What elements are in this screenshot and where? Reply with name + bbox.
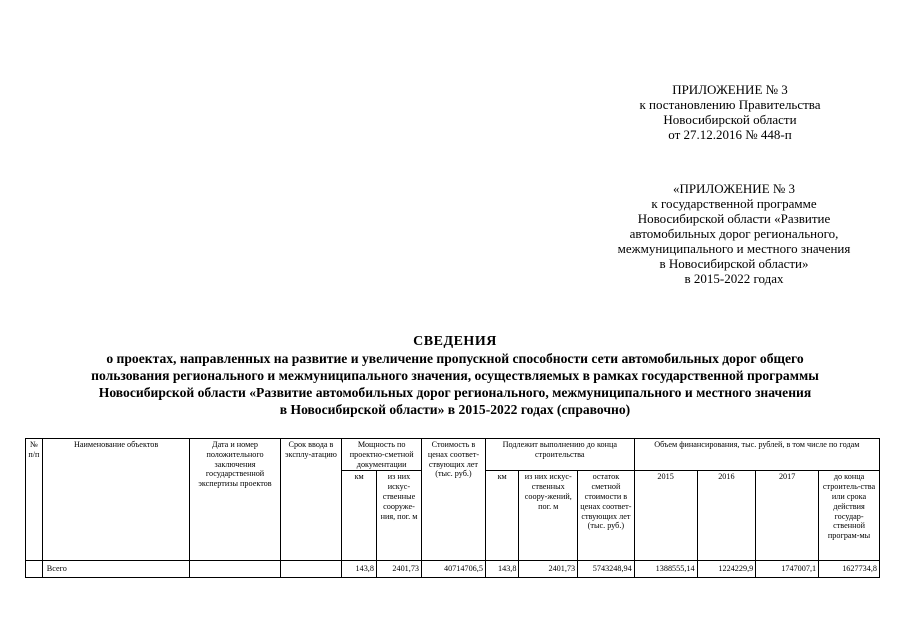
cell-km-remaining: 143,8	[485, 561, 519, 578]
projects-table	[25, 438, 880, 578]
table-row-total	[26, 561, 880, 578]
header-year-2017: 2017	[756, 471, 819, 561]
title-line: пользования регионального и межмуниципального значения, осуществляемых в рамках государственной программы	[91, 368, 819, 383]
cell-artificial: 2401,73	[376, 561, 421, 578]
cell-term	[280, 561, 342, 578]
header-until-end: до конца строитель-ства или срока действия государ-ственной програм-мы	[819, 471, 880, 561]
appendix-line: к государственной программе	[651, 196, 817, 211]
appendix-line: ПРИЛОЖЕНИЕ № 3	[672, 82, 788, 97]
header-remaining: Подлежит выполнению до конца строительства	[485, 439, 634, 471]
table-header-row	[26, 439, 880, 471]
cell-year-2015: 1388555,14	[634, 561, 697, 578]
header-artificial-remaining: из них искус-ственных соору-жений, пог. м	[519, 471, 578, 561]
document-title	[30, 333, 880, 418]
title-heading: СВЕДЕНИЯ	[413, 334, 497, 349]
appendix-line: к постановлению Правительства	[639, 97, 821, 112]
cell-km: 143,8	[342, 561, 377, 578]
header-term: Срок ввода в эксплу-атацию	[280, 439, 342, 561]
appendix-line: «ПРИЛОЖЕНИЕ № 3	[672, 181, 796, 196]
cell-rest-cost: 5743248,94	[578, 561, 635, 578]
cell-until-end: 1627734,8	[819, 561, 880, 578]
appendix-line: Новосибирской области	[663, 112, 797, 127]
appendix-program-block	[588, 181, 880, 286]
title-line: Новосибирской области «Развитие автомобильных дорог регионального, межмуниципального и местного значения	[98, 385, 812, 400]
header-rest-cost: остаток сметной стоимости в ценах соответ-ствующих лет (тыс. руб.)	[578, 471, 635, 561]
title-line: в Новосибирской области» в 2015-2022 годах (справочно)	[279, 402, 631, 417]
header-year-2015: 2015	[634, 471, 697, 561]
appendix-line: в Новосибирской области»	[659, 256, 809, 271]
header-cost: Стоимость в ценах соответ-ствующих лет (тыс. руб.)	[422, 439, 486, 561]
appendix-line: межмуниципального и местного значения	[617, 241, 851, 256]
header-year-2016: 2016	[697, 471, 756, 561]
cell-expertise	[190, 561, 280, 578]
cell-year-2016: 1224229,9	[697, 561, 756, 578]
appendix-line: от 27.12.2016 № 448-п	[668, 127, 792, 142]
header-expertise: Дата и номер положительного заключения государственной экспертизы проектов	[190, 439, 280, 561]
header-num: № п/п	[26, 439, 43, 561]
appendix-line: автомобильных дорог регионального,	[629, 226, 839, 241]
header-artificial: из них искус-ственные сооруже-ния, пог. м	[376, 471, 421, 561]
cell-artificial-remaining: 2401,73	[519, 561, 578, 578]
cell-cost: 40714706,5	[422, 561, 486, 578]
title-line: о проектах, направленных на развитие и увеличение пропускной способности сети автомобильных дорог общего	[106, 351, 804, 366]
header-capacity: Мощность по проектно-сметной документации	[342, 439, 422, 471]
header-km-remaining: км	[485, 471, 519, 561]
header-finance: Объем финансирования, тыс. рублей, в том числе по годам	[634, 439, 879, 471]
appendix-resolution-block	[600, 82, 860, 142]
appendix-line: Новосибирской области «Развитие	[637, 211, 831, 226]
cell-year-2017: 1747007,1	[756, 561, 819, 578]
header-name: Наименование объектов	[42, 439, 190, 561]
cell-num	[26, 561, 43, 578]
header-km: км	[342, 471, 377, 561]
appendix-line: в 2015-2022 годах	[684, 271, 784, 286]
cell-name: Всего	[42, 561, 190, 578]
